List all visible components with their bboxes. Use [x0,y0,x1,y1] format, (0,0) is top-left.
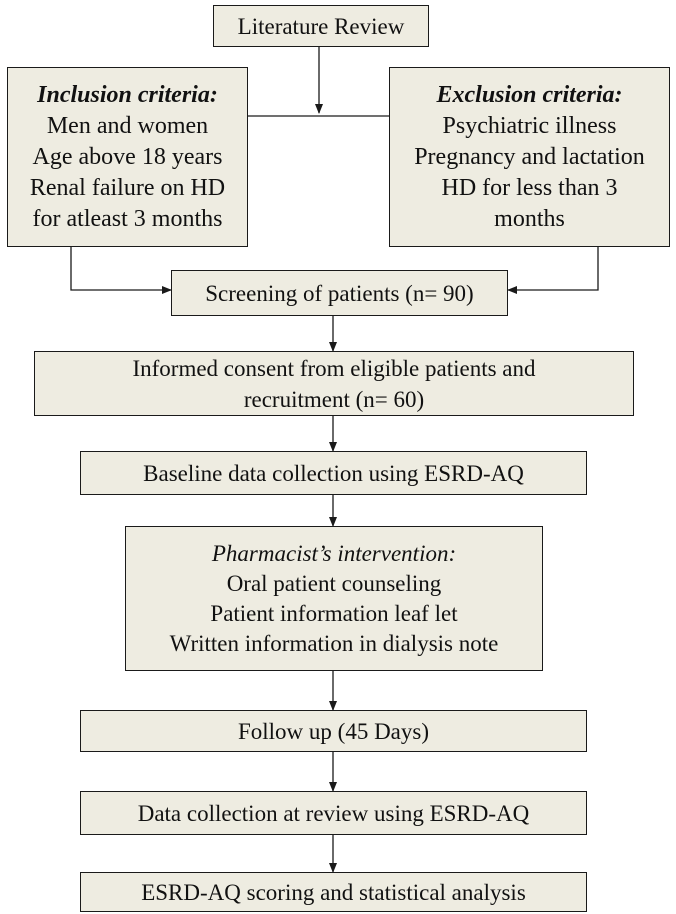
exclusion-line: Psychiatric illness [442,112,617,139]
baseline-label: Baseline data collection using ESRD-AQ [143,460,524,486]
exclusion-line: months [494,205,565,232]
exclusion-line: Pregnancy and lactation [414,143,645,170]
arrow-exclusion-to-screening [508,247,598,290]
intervention-heading: Pharmacist’s intervention: [211,540,457,566]
inclusion-criteria-box [7,67,248,247]
inclusion-heading: Inclusion criteria: [37,81,218,108]
exclusion-criteria-box [389,67,670,247]
inclusion-line: Age above 18 years [32,143,223,170]
literature-review-label: Literature Review [237,13,405,39]
consent-line: Informed consent from eligible patients and [132,355,536,381]
exclusion-line: HD for less than 3 [441,174,618,201]
scoring-label: ESRD-AQ scoring and statistical analysis [141,879,526,905]
inclusion-line: for atleast 3 months [32,205,223,232]
screening-box [171,270,508,316]
intervention-box [125,526,543,671]
consent-line: recruitment (n= 60) [243,386,425,412]
inclusion-line: Men and women [46,112,209,139]
screening-label: Screening of patients (n= 90) [205,280,474,306]
arrow-inclusion-to-screening [71,247,171,290]
intervention-line: Oral patient counseling [226,570,442,596]
data-collection-label: Data collection at review using ESRD-AQ [137,800,530,826]
consent-box [34,351,634,416]
follow-up-box [80,710,587,752]
scoring-box [80,872,587,912]
baseline-box [80,451,587,495]
literature-review-box [213,5,429,47]
follow-up-label: Follow up (45 Days) [237,718,430,744]
inclusion-line: Renal failure on HD [29,174,226,201]
intervention-line: Written information in dialysis note [169,630,499,656]
exclusion-heading: Exclusion criteria: [436,81,623,108]
data-collection-box [80,791,587,835]
intervention-line: Patient information leaf let [210,600,458,626]
